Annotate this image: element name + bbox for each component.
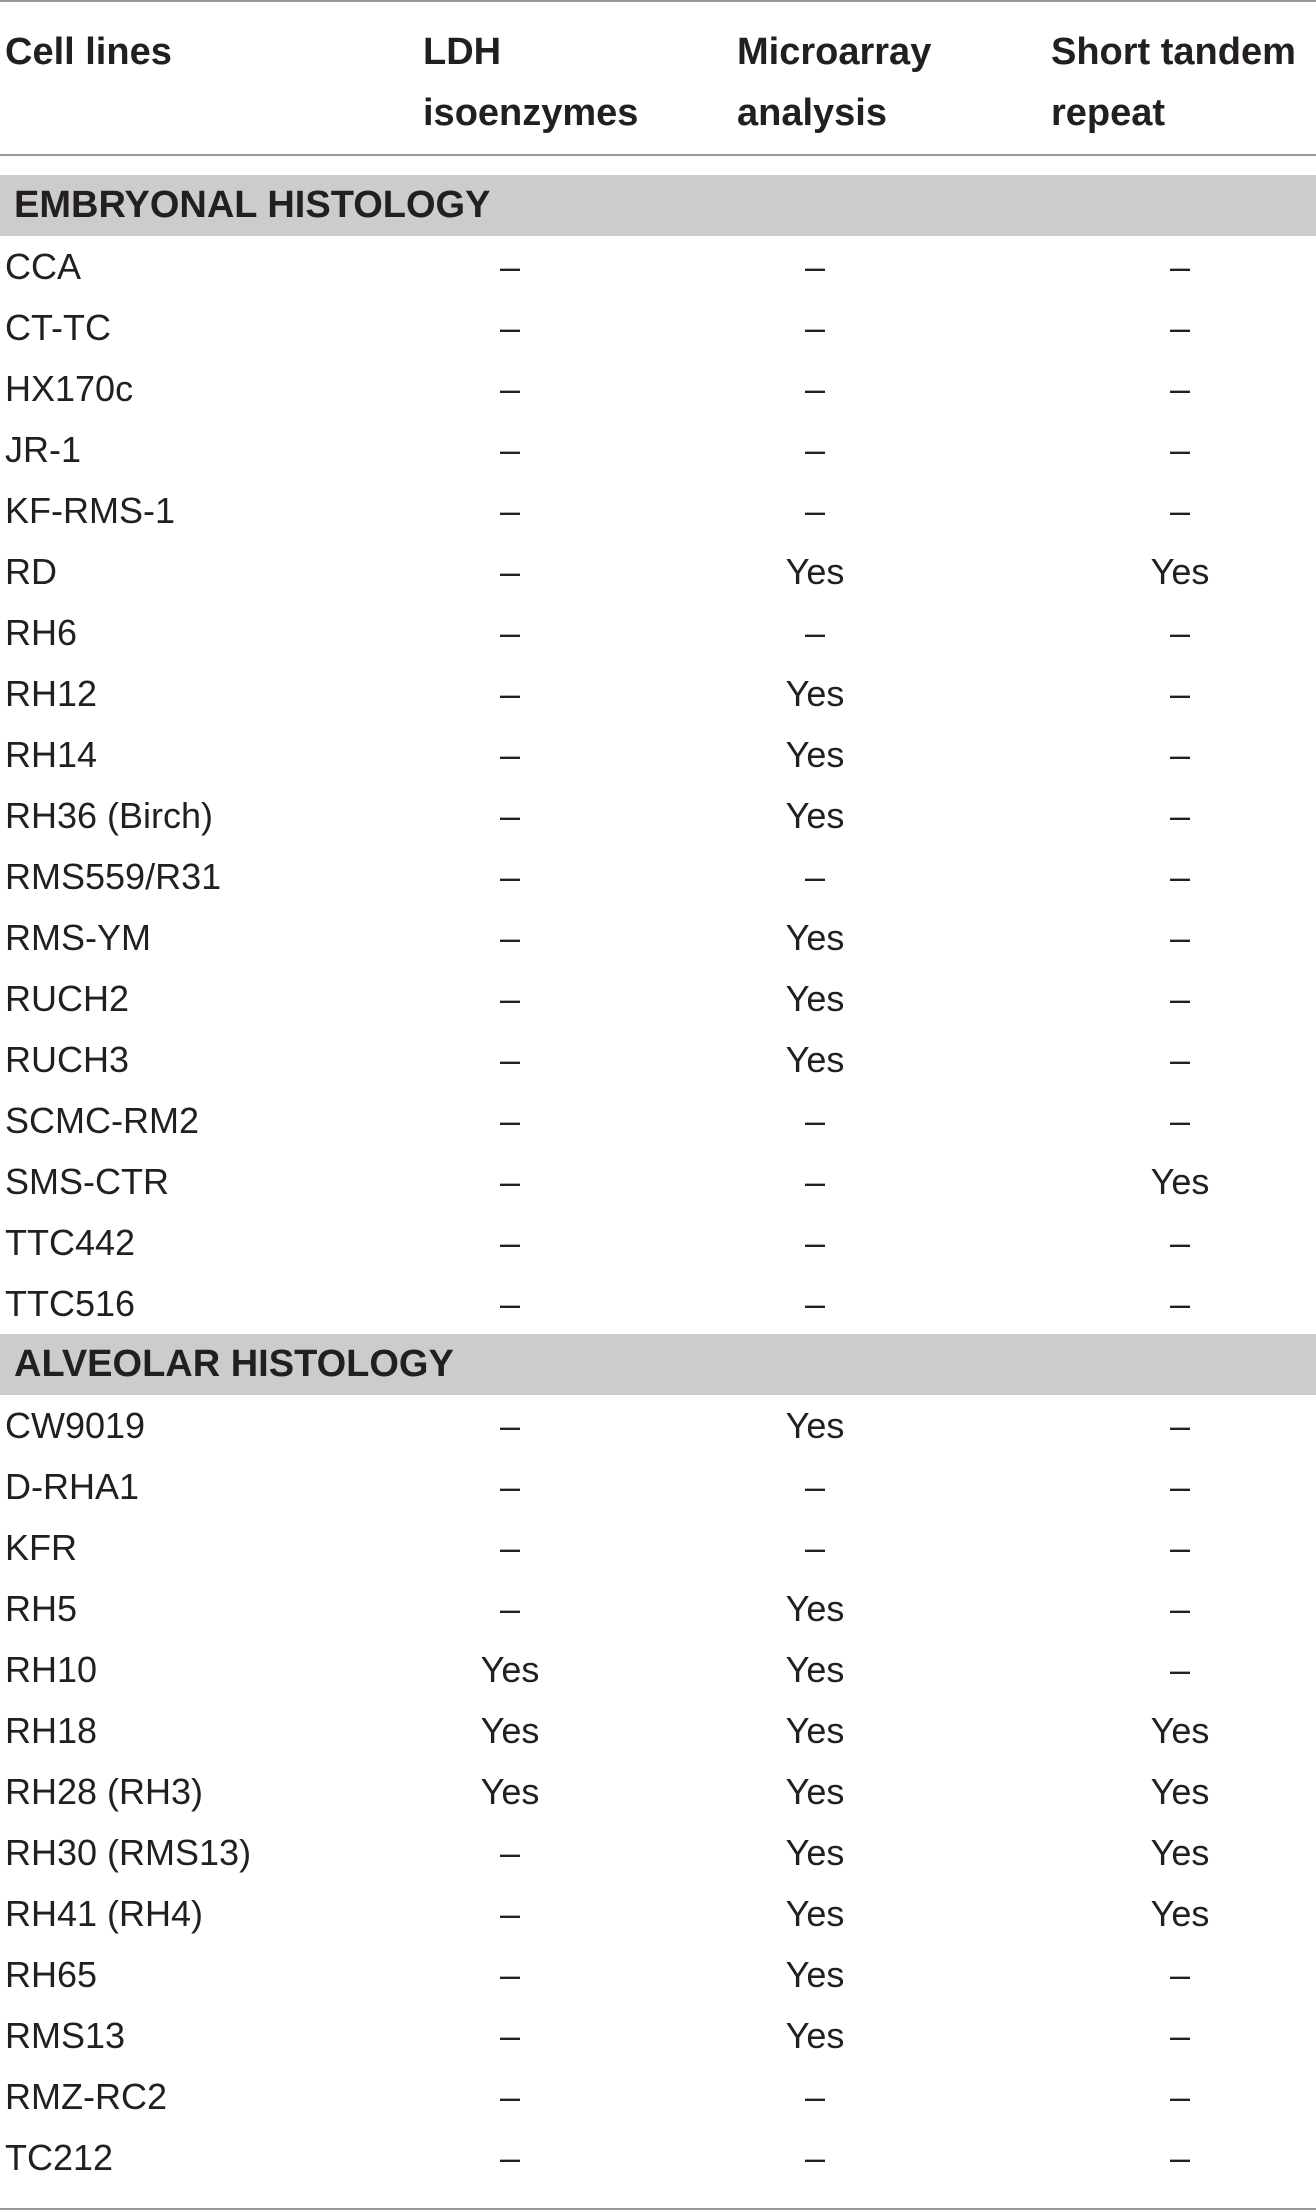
short-tandem-repeat-value: Yes: [1150, 1893, 1210, 1934]
ldh-isoenzymes-value: –: [499, 795, 521, 836]
ldh-isoenzymes-value: –: [499, 1222, 521, 1263]
cell-line-name: RMZ-RC2: [5, 2076, 167, 2117]
ldh-isoenzymes-value: –: [499, 856, 521, 897]
cell-line-name: D-RHA1: [5, 1466, 140, 1507]
section-header-row: [0, 175, 1316, 236]
short-tandem-repeat-value: –: [1169, 978, 1191, 1019]
microarray-value: Yes: [785, 551, 845, 592]
cell-line-name: RD: [5, 551, 57, 592]
header-str-line1: Short tandem: [1051, 31, 1296, 73]
cell-line-name: RH30 (RMS13): [5, 1832, 252, 1873]
table-row: [0, 2066, 1316, 2127]
cell-line-name: RUCH3: [5, 1039, 130, 1080]
ldh-isoenzymes-value: –: [499, 246, 521, 287]
ldh-isoenzymes-value: –: [499, 1161, 521, 1202]
table-row: [0, 1700, 1316, 1761]
cell-line-name: CW9019: [5, 1405, 146, 1446]
short-tandem-repeat-value: –: [1169, 612, 1191, 653]
header-microarray-line2: analysis: [737, 92, 887, 134]
short-tandem-repeat-value: –: [1169, 1039, 1191, 1080]
table-row: [0, 541, 1316, 602]
ldh-isoenzymes-value: –: [499, 673, 521, 714]
section-title: EMBRYONAL HISTOLOGY: [14, 184, 491, 226]
section-title: ALVEOLAR HISTOLOGY: [14, 1343, 454, 1385]
short-tandem-repeat-value: –: [1169, 1283, 1191, 1324]
ldh-isoenzymes-value: –: [499, 2137, 521, 2178]
table-row: [0, 724, 1316, 785]
short-tandem-repeat-value: –: [1169, 1527, 1191, 1568]
table-row: [0, 1273, 1316, 1334]
table-row: [0, 480, 1316, 541]
microarray-value: –: [804, 1161, 826, 1202]
cell-line-name: CT-TC: [5, 307, 111, 348]
ldh-isoenzymes-value: –: [499, 978, 521, 1019]
short-tandem-repeat-value: Yes: [1150, 1161, 1210, 1202]
short-tandem-repeat-value: –: [1169, 307, 1191, 348]
table-header: [0, 22, 1316, 152]
microarray-value: –: [804, 307, 826, 348]
microarray-value: –: [804, 368, 826, 409]
table-top-rule: [0, 0, 1316, 2]
table-row: [0, 1944, 1316, 2005]
ldh-isoenzymes-value: –: [499, 429, 521, 470]
short-tandem-repeat-value: –: [1169, 2015, 1191, 2056]
cell-line-name: RH41 (RH4): [5, 1893, 204, 1934]
ldh-isoenzymes-value: –: [499, 1466, 521, 1507]
short-tandem-repeat-value: Yes: [1150, 1771, 1210, 1812]
ldh-isoenzymes-value: –: [499, 307, 521, 348]
table-row: [0, 2127, 1316, 2188]
microarray-value: –: [804, 1100, 826, 1141]
microarray-value: –: [804, 2137, 826, 2178]
microarray-value: –: [804, 246, 826, 287]
table-row: [0, 846, 1316, 907]
header-ldh-line2: isoenzymes: [423, 92, 639, 134]
microarray-value: –: [804, 856, 826, 897]
ldh-isoenzymes-value: –: [499, 612, 521, 653]
cell-line-name: KFR: [5, 1527, 77, 1568]
short-tandem-repeat-value: –: [1169, 1588, 1191, 1629]
table-row: [0, 358, 1316, 419]
table-row: [0, 1090, 1316, 1151]
ldh-isoenzymes-value: –: [499, 1039, 521, 1080]
ldh-isoenzymes-value: –: [499, 1100, 521, 1141]
short-tandem-repeat-value: –: [1169, 673, 1191, 714]
cell-line-name: RH10: [5, 1649, 98, 1690]
ldh-isoenzymes-value: –: [499, 1527, 521, 1568]
ldh-isoenzymes-value: –: [499, 551, 521, 592]
cell-line-name: TC212: [5, 2137, 114, 2178]
table-row: [0, 968, 1316, 1029]
cell-line-name: RH6: [5, 612, 78, 653]
table-row: [0, 602, 1316, 663]
microarray-value: –: [804, 1466, 826, 1507]
ldh-isoenzymes-value: –: [499, 1405, 521, 1446]
ldh-isoenzymes-value: –: [499, 1832, 521, 1873]
microarray-value: –: [804, 1527, 826, 1568]
table-body: [0, 175, 1316, 2188]
ldh-isoenzymes-value: –: [499, 368, 521, 409]
table-row: [0, 236, 1316, 297]
short-tandem-repeat-value: Yes: [1150, 551, 1210, 592]
microarray-value: –: [804, 612, 826, 653]
ldh-isoenzymes-value: –: [499, 1588, 521, 1629]
header-microarray-line1: Microarray: [737, 31, 932, 73]
cell-line-name: RH14: [5, 734, 98, 775]
microarray-value: Yes: [785, 978, 845, 1019]
microarray-value: Yes: [785, 1832, 845, 1873]
ldh-isoenzymes-value: Yes: [480, 1771, 540, 1812]
microarray-value: Yes: [785, 917, 845, 958]
cell-line-name: RH65: [5, 1954, 98, 1995]
ldh-isoenzymes-value: –: [499, 917, 521, 958]
short-tandem-repeat-value: –: [1169, 246, 1191, 287]
header-microarray-analysis: [737, 22, 931, 144]
short-tandem-repeat-value: –: [1169, 1466, 1191, 1507]
microarray-value: –: [804, 1283, 826, 1324]
cell-line-name: CCA: [5, 246, 82, 287]
microarray-value: Yes: [785, 734, 845, 775]
microarray-value: Yes: [785, 1588, 845, 1629]
microarray-value: Yes: [785, 795, 845, 836]
section-header-row: [0, 1334, 1316, 1395]
header-divider-rule: [0, 154, 1316, 156]
microarray-value: –: [804, 490, 826, 531]
short-tandem-repeat-value: –: [1169, 490, 1191, 531]
short-tandem-repeat-value: –: [1169, 1954, 1191, 1995]
microarray-value: Yes: [785, 673, 845, 714]
table-row: [0, 2005, 1316, 2066]
cell-line-name: RUCH2: [5, 978, 130, 1019]
table-row: [0, 419, 1316, 480]
microarray-value: Yes: [785, 1039, 845, 1080]
short-tandem-repeat-value: –: [1169, 2137, 1191, 2178]
cell-line-name: RH28 (RH3): [5, 1771, 204, 1812]
cell-line-name: RH12: [5, 673, 98, 714]
header-short-tandem-repeat: [1051, 22, 1296, 144]
table-row: [0, 1578, 1316, 1639]
cell-line-name: HX170c: [5, 368, 134, 409]
table-row: [0, 907, 1316, 968]
table-row: [0, 1212, 1316, 1273]
cell-line-name: SMS-CTR: [5, 1161, 169, 1202]
microarray-value: Yes: [785, 1771, 845, 1812]
ldh-isoenzymes-value: –: [499, 1283, 521, 1324]
ldh-isoenzymes-value: –: [499, 2015, 521, 2056]
ldh-isoenzymes-value: –: [499, 1954, 521, 1995]
microarray-value: Yes: [785, 2015, 845, 2056]
header-cell-lines: [5, 22, 172, 83]
header-ldh-isoenzymes: [423, 22, 638, 144]
microarray-value: –: [804, 2076, 826, 2117]
short-tandem-repeat-value: –: [1169, 368, 1191, 409]
short-tandem-repeat-value: –: [1169, 795, 1191, 836]
cell-line-name: RH36 (Birch): [5, 795, 214, 836]
table-bottom-rule: [0, 2208, 1316, 2210]
ldh-isoenzymes-value: –: [499, 734, 521, 775]
ldh-isoenzymes-value: –: [499, 490, 521, 531]
table-row: [0, 1151, 1316, 1212]
short-tandem-repeat-value: –: [1169, 1222, 1191, 1263]
table-row: [0, 1395, 1316, 1456]
ldh-isoenzymes-value: –: [499, 1893, 521, 1934]
cell-line-name: KF-RMS-1: [5, 490, 175, 531]
cell-line-name: SCMC-RM2: [5, 1100, 199, 1141]
short-tandem-repeat-value: –: [1169, 429, 1191, 470]
short-tandem-repeat-value: –: [1169, 1649, 1191, 1690]
short-tandem-repeat-value: Yes: [1150, 1710, 1210, 1751]
microarray-value: Yes: [785, 1954, 845, 1995]
table-row: [0, 1883, 1316, 1944]
table-row: [0, 1639, 1316, 1700]
table-row: [0, 785, 1316, 846]
short-tandem-repeat-value: –: [1169, 1100, 1191, 1141]
cell-line-name: TTC442: [5, 1222, 136, 1263]
ldh-isoenzymes-value: –: [499, 2076, 521, 2117]
header-cell-lines-line1: Cell lines: [5, 31, 172, 73]
microarray-value: Yes: [785, 1405, 845, 1446]
table-row: [0, 663, 1316, 724]
cell-line-name: RH18: [5, 1710, 98, 1751]
table-row: [0, 1029, 1316, 1090]
short-tandem-repeat-value: –: [1169, 734, 1191, 775]
table-row: [0, 1517, 1316, 1578]
microarray-value: Yes: [785, 1893, 845, 1934]
header-ldh-line1: LDH: [423, 31, 502, 73]
short-tandem-repeat-value: –: [1169, 917, 1191, 958]
cell-line-name: TTC516: [5, 1283, 136, 1324]
cell-line-name: JR-1: [5, 429, 82, 470]
table-row: [0, 1456, 1316, 1517]
cell-line-name: RMS13: [5, 2015, 126, 2056]
microarray-value: –: [804, 429, 826, 470]
table-row: [0, 297, 1316, 358]
cell-line-name: RMS-YM: [5, 917, 151, 958]
microarray-value: Yes: [785, 1710, 845, 1751]
header-str-line2: repeat: [1051, 92, 1166, 134]
short-tandem-repeat-value: Yes: [1150, 1832, 1210, 1873]
microarray-value: Yes: [785, 1649, 845, 1690]
cell-line-name: RH5: [5, 1588, 78, 1629]
cell-line-name: RMS559/R31: [5, 856, 222, 897]
short-tandem-repeat-value: –: [1169, 1405, 1191, 1446]
table-row: [0, 1761, 1316, 1822]
short-tandem-repeat-value: –: [1169, 856, 1191, 897]
ldh-isoenzymes-value: Yes: [480, 1649, 540, 1690]
short-tandem-repeat-value: –: [1169, 2076, 1191, 2117]
ldh-isoenzymes-value: Yes: [480, 1710, 540, 1751]
table-row: [0, 1822, 1316, 1883]
microarray-value: –: [804, 1222, 826, 1263]
